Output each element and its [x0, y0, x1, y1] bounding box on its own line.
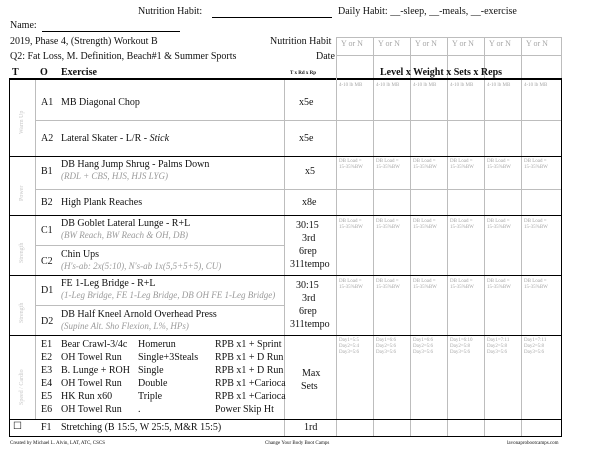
habit-yes-no-1[interactable]: Y or N	[341, 39, 363, 48]
col-exercise-header: Exercise	[61, 67, 97, 78]
a1-hint-2: 4-10 lb MB	[376, 83, 400, 88]
b2-code: B2	[41, 197, 53, 208]
e-exercise-a-2: OH Towel Run	[61, 352, 122, 363]
a1-code: A1	[41, 97, 54, 108]
table-bottom-border	[9, 436, 562, 437]
col-scheme-divider	[336, 55, 337, 436]
a2-exercise: Lateral Skater - L/R - Stick	[61, 133, 170, 144]
e-hint-1: Day1=5:5 Day2=5:4 Day3=5:6	[339, 338, 360, 355]
e-code-6: E6	[41, 404, 53, 415]
load-hint-0-1: DB Load = 15-35%BW	[339, 159, 363, 170]
habit-yes-no-3[interactable]: Y or N	[415, 39, 437, 48]
a2-code: A2	[41, 133, 54, 144]
e-hint-4: Day1=6:10 Day2=5:8 Day3=5:6	[450, 338, 473, 355]
e-code-5: E5	[41, 391, 53, 402]
c-scheme-3: 6rep	[299, 246, 317, 257]
e-exercise-c-5: RPB x1 +Carioca	[215, 391, 286, 402]
d2-code: D2	[41, 316, 54, 327]
b1-exercise: DB Hang Jump Shrug - Palms Down	[61, 159, 210, 170]
c-scheme-1: 30:15	[296, 220, 319, 231]
e-exercise-c-3: RPB x1 + D Run	[215, 365, 284, 376]
habit-yes-no-2[interactable]: Y or N	[378, 39, 400, 48]
a1-hint-4: 4-10 lb MB	[450, 83, 474, 88]
section-label-d: Strength	[19, 302, 25, 323]
col-level-header: Level x Weight x Sets x Reps	[380, 67, 503, 78]
f1-scheme: 1rd	[304, 422, 318, 433]
load-hint-1-3: DB Load = 15-35%BW	[413, 219, 437, 230]
e-exercise-a-6: OH Towel Run	[61, 404, 122, 415]
daily-habit-label: Daily Habit: __-sleep, __-meals, __-exercise	[338, 6, 517, 17]
col-o-header: O	[40, 67, 48, 78]
load-hint-0-6: DB Load = 15-35%BW	[524, 159, 548, 170]
footer-program: Change Your Body Boot Camps	[265, 441, 330, 446]
load-hint-2-6: DB Load = 15-35%BW	[524, 279, 548, 290]
load-hint-2-2: DB Load = 15-35%BW	[376, 279, 400, 290]
e-exercise-a-4: OH Towel Run	[61, 378, 122, 389]
c2-exercise: Chin Ups	[61, 249, 100, 260]
d2-exercise: DB Half Kneel Arnold Overhead Press	[61, 309, 217, 320]
load-hint-0-5: DB Load = 15-35%BW	[487, 159, 511, 170]
d-scheme-3: 6rep	[299, 306, 317, 317]
load-hint-0-3: DB Load = 15-35%BW	[413, 159, 437, 170]
a1-hint-5: 4-10 lb MB	[487, 83, 511, 88]
load-hint-1-6: DB Load = 15-35%BW	[524, 219, 548, 230]
e-code-1: E1	[41, 339, 53, 350]
e-exercise-b-2: Single+3Steals	[138, 352, 199, 363]
a1-hint-1: 4-10 lb MB	[339, 83, 363, 88]
load-hint-1-2: DB Load = 15-35%BW	[376, 219, 400, 230]
load-hint-2-4: DB Load = 15-35%BW	[450, 279, 474, 290]
d-scheme-2: 3rd	[302, 293, 316, 304]
section-sep-bc	[9, 215, 562, 216]
e-exercise-b-1: Homerun	[138, 339, 176, 350]
b1-code: B1	[41, 166, 53, 177]
e-scheme-1: Max	[302, 368, 321, 379]
load-hint-0-4: DB Load = 15-35%BW	[450, 159, 474, 170]
a2-scheme: x5e	[299, 133, 314, 144]
habit-yes-no-6[interactable]: Y or N	[526, 39, 548, 48]
b1-progression: (RDL + CBS, HJS, HJS LYG)	[61, 171, 168, 181]
name-label: Name:	[10, 20, 37, 31]
b2-scheme: x8e	[302, 197, 317, 208]
c1-code: C1	[41, 225, 53, 236]
e-hint-5: Day1=7:11 Day2=5:8 Day3=5:6	[487, 338, 510, 355]
row-sep-d	[35, 305, 285, 306]
col-t-divider	[35, 80, 36, 420]
b2-exercise: High Plank Reaches	[61, 197, 143, 208]
e-exercise-b-4: Double	[138, 378, 168, 389]
name-blank[interactable]	[42, 31, 180, 32]
load-hint-1-4: DB Load = 15-35%BW	[450, 219, 474, 230]
f1-exercise: Stretching (B 15:5, W 25:5, M&R 15:5)	[61, 422, 222, 433]
section-f-icon: ☐	[13, 421, 22, 432]
e-exercise-a-3: B. Lunge + ROH	[61, 365, 130, 376]
e-exercise-b-6: .	[138, 404, 141, 415]
header-divider	[9, 78, 562, 80]
nutrition-habit-label: Nutrition Habit:	[138, 6, 203, 17]
d2-progression: (Supine Alt. Sho Flexion, L%, HPs)	[61, 321, 189, 331]
a1-scheme: x5e	[299, 97, 314, 108]
c2-progression: (H's-ab: 2x(5:10), N's-ab 1x(5,5+5+5), CU)	[61, 261, 222, 271]
habit-yes-no-5[interactable]: Y or N	[489, 39, 511, 48]
b1-scheme: x5	[305, 166, 315, 177]
e-hint-3: Day1=6:6 Day2=5:6 Day3=5:6	[413, 338, 434, 355]
a1-hint-3: 4-10 lb MB	[413, 83, 437, 88]
date-label: Date	[316, 51, 335, 62]
load-hint-0-2: DB Load = 15-35%BW	[376, 159, 400, 170]
load-hint-1-5: DB Load = 15-35%BW	[487, 219, 511, 230]
e-code-2: E2	[41, 352, 53, 363]
col-t-header: T	[12, 67, 19, 78]
d-scheme-4: 311tempo	[290, 319, 330, 330]
a1-exercise: MB Diagonal Chop	[61, 97, 140, 108]
e-exercise-b-5: Triple	[138, 391, 163, 402]
row-sep-b	[35, 189, 561, 190]
e-hint-2: Day1=6:6 Day2=5:6 Day3=5:6	[376, 338, 397, 355]
d1-code: D1	[41, 285, 54, 296]
c1-exercise: DB Goblet Lateral Lunge - R+L	[61, 218, 191, 229]
section-label-e: Speed / Cardio	[19, 369, 25, 405]
e-exercise-c-2: RPB x1 + D Run	[215, 352, 284, 363]
e-code-4: E4	[41, 378, 53, 389]
c1-progression: (BW Reach, BW Reach & OH, DB)	[61, 230, 188, 240]
workout-title: 2019, Phase 4, (Strength) Workout B	[10, 36, 158, 47]
table-left-border	[9, 80, 10, 437]
section-label-c: Strength	[19, 242, 25, 263]
c2-code: C2	[41, 256, 53, 267]
a1-hint-6: 4-10 lb MB	[524, 83, 548, 88]
e-exercise-c-4: RPB x1 +Carioca	[215, 378, 286, 389]
table-right-border	[561, 80, 562, 437]
load-hint-2-1: DB Load = 15-35%BW	[339, 279, 363, 290]
nutrition-habit-blank[interactable]	[212, 17, 332, 18]
load-hint-2-5: DB Load = 15-35%BW	[487, 279, 511, 290]
d-scheme-1: 30:15	[296, 280, 319, 291]
section-label-b: Power	[19, 185, 25, 201]
load-hint-1-1: DB Load = 15-35%BW	[339, 219, 363, 230]
section-sep-ab	[9, 156, 562, 157]
row-sep-a	[35, 120, 561, 121]
row-sep-c	[35, 245, 285, 246]
e-exercise-c-1: RPB x1 + Sprint	[215, 339, 282, 350]
section-sep-ef	[9, 419, 562, 420]
e-exercise-a-1: Bear Crawl-3/4c	[61, 339, 128, 350]
habit-yes-no-4[interactable]: Y or N	[452, 39, 474, 48]
footer-author: Created by Michael L. Alvin, LAT, ATC, CSCS	[10, 441, 106, 446]
section-sep-de	[9, 335, 562, 336]
e-exercise-c-6: Power Skip Ht	[215, 404, 274, 415]
section-label-a: Warm Up	[19, 110, 25, 134]
d1-exercise: FE 1-Leg Bridge - R+L	[61, 278, 156, 289]
footer-website: lavonaprobootcamps.com	[507, 441, 559, 446]
f1-code: F1	[41, 422, 52, 433]
e-hint-6: Day1=7:11 Day2=5:8 Day3=5:6	[524, 338, 547, 355]
e-exercise-b-3: Single	[138, 365, 164, 376]
d1-progression: (1-Leg Bridge, FE 1-Leg Bridge, DB OH FE 1-Leg Bridge)	[61, 290, 276, 300]
goals-text: Q2: Fat Loss, M. Definition, Beach#1 & Summer Sports	[10, 51, 237, 62]
c-scheme-4: 311tempo	[290, 259, 330, 270]
e-code-3: E3	[41, 365, 53, 376]
nutrition-habit-row-label: Nutrition Habit	[270, 36, 332, 47]
e-exercise-a-5: HK Run x60	[61, 391, 113, 402]
load-hint-2-3: DB Load = 15-35%BW	[413, 279, 437, 290]
c-scheme-2: 3rd	[302, 233, 316, 244]
col-txrdxrp-header: T x Rd x Rp	[290, 71, 317, 76]
e-scheme-2: Sets	[301, 381, 318, 392]
section-sep-cd	[9, 275, 562, 276]
